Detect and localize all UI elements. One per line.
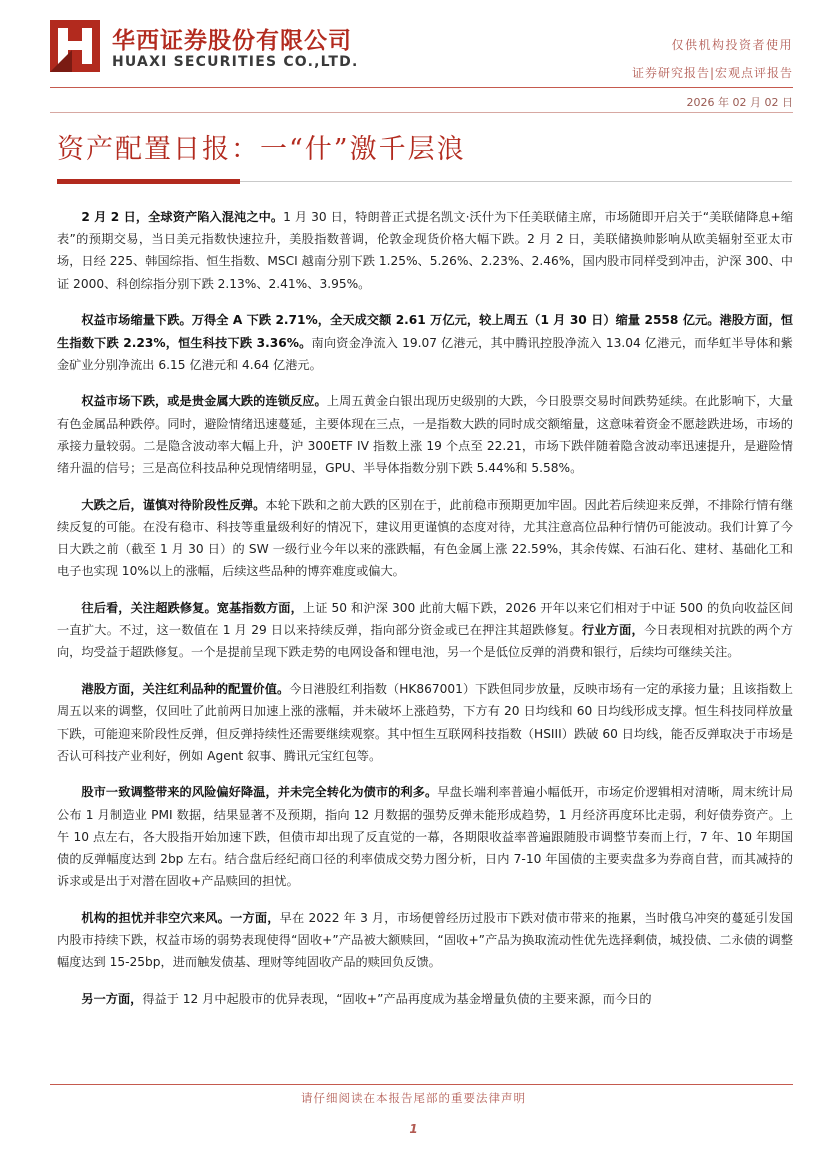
legal-disclaimer-note: 请仔细阅读在本报告尾部的重要法律声明: [301, 1091, 526, 1105]
paragraph-lead-secondary: 行业方面，: [581, 623, 644, 638]
paragraph-text: 本轮下跌和之前大跌的区别在于，此前稳市预期更加牢固。因此若后续迎来反弹，不排除行情有继续反复的可能。在没有稳市、科技等重量级利好的情况下，建议用更谨慎的态度对待，尤其注意高位品种行情仍可能波动。我们计算了今日大跌之前（截至 1 月 30 日）的 SW 一级行业今年以来的涨跌幅，有色金属上涨 22.59%，其余传媒、石油石化、建材、基础化工和电子也实现 10%以上的涨幅，后续这些品种的博弈难度或偏大。: [57, 497, 794, 579]
title-underline: [240, 181, 792, 182]
paragraph-lead: 另一方面，: [81, 992, 143, 1007]
page-number: 1: [409, 1122, 418, 1136]
paragraph-lead: 大跌之后，谨慎对待阶段性反弹。: [81, 497, 266, 512]
paragraph-text: 早在 2022 年 3 月，市场便曾经历过股市下跌对债市带来的拖累，当时俄乌冲突的蔓延引发国内股市持续下跌，权益市场的弱势表现使得“固收+”产品被大额赎回，“固收+”产品为换取流动性优先选择剩债，城投债、二永债的调整幅度达到 15-25bp，进而触发债基、理财等纯固收产品的赎回负反馈。: [57, 910, 793, 970]
paragraph: [57, 988, 793, 1010]
date-divider: [50, 112, 793, 113]
huaxi-logo-icon: [50, 20, 100, 72]
paragraph-lead: 股市一致调整带来的风险偏好降温，并未完全转化为债市的利多。: [81, 785, 438, 800]
paragraph-text-secondary: 今日表现相对抗跌的两个方向，均受益于超跌修复。一个是提前呈现下跌走势的电网设备和锂电池，另一个是低位反弹的消费和银行，后续均可继续关注。: [57, 623, 793, 660]
paragraph-lead: 往后看，关注超跌修复。宽基指数方面，: [81, 601, 303, 616]
paragraph-text: 上周五黄金白银出现历史级别的大跌，今日股票交易时间跌势延续。在此影响下，大量有色金属品种跌停。同时，避险情绪迅速蔓延，主要体现在三点，一是指数大跌的同时成交额缩量，这意味着资金不愿趁跌进场，市场的承接力量较弱。二是隐含波动率大幅上升，沪 300ETF IV 指数上涨 19 个点至 22.21，市场下跌伴随着隐含波动率迅速提升，是避险情绪升温的信号；三是高位科技品种兑现情绪明显，GPU、半导体指数分别下跌 5.44%和 5.58%。: [57, 394, 794, 476]
paragraph-text: 1 月 30 日，特朗普正式提名凯文·沃什为下任美联储主席，市场随即开启关于“美联储降息+缩表”的预期交易，当日美元指数快速拉升，美股指数普调，伦敦金现货价格大幅下跌。2 月 2 日，美联储换帅影响从欧美辐射至亚太市场，日经 225、韩国综指、恒生指数、MSCI 越南分别下跌 1.25%、5.26%、2.23%、2.46%，国内股市同样受到冲击，沪深 300、中证 2000、科创综指分别下跌 2.13%、2.41%、3.95%。: [57, 210, 793, 291]
paragraph-text: 早盘长端利率普遍小幅低开，市场定价逻辑相对清晰，周末统计局公布 1 月制造业 PMI 数据，结果显著不及预期，指向 12 月数据的强势反弹未能形成趋势，1 月经济再度环比走弱，利好债券资产。上午 10 点左右，各大股指开始加速下跌，但债市却出现了反直觉的一幕，各期限收益率普遍跟随股市调整节奏而上行，7 年、10 年期国债的反弹幅度达到 2bp 左右。结合盘后经纪商口径的利率债成交势力图分析，日内 7-10 年国债的主要卖盘多为券商自营，而其减持的诉求或是出于对潜在固收+产品赎回的担忧。: [57, 785, 794, 889]
paragraph: [57, 494, 793, 583]
header-divider: [50, 87, 793, 88]
report-title: 资产配置日报：一“什”激千层浪: [57, 134, 466, 165]
paragraph-text: 上证 50 和沪深 300 此前大幅下跌，2026 开年以来它们相对于中证 500 的负向收益区间一直扩大。不过，这一数值在 1 月 29 日以来持续反弹，指向部分资金或已在押注其超跌修复。: [57, 601, 794, 638]
paragraph: [57, 781, 793, 892]
paragraph-lead: 港股方面，关注红利品种的配置价值。: [81, 682, 290, 697]
company-name-cn: 华西证券股份有限公司: [112, 28, 352, 54]
title-underline-accent: [57, 179, 240, 184]
paragraph-text: 得益于 12 月中起股市的优异表现，“固收+”产品再度成为基金增量负债的主要来源，而今日的: [142, 992, 652, 1007]
paragraph-lead: 权益市场下跌，或是贵金属大跌的连锁反应。: [81, 394, 327, 409]
footer-divider: [50, 1084, 793, 1085]
paragraph-text: 南向资金净流入 19.07 亿港元，其中腾讯控股净流入 13.04 亿港元，而华虹半导体和紫金矿业分别净流出 6.15 亿港元和 4.64 亿港元。: [57, 335, 793, 372]
paragraph: [57, 907, 793, 974]
paragraph-lead: 权益市场缩量下跌。万得全 A 下跌 2.71%，全天成交额 2.61 万亿元，较上周五（1 月 30 日）缩量 2558 亿元。港股方面，恒生指数下跌 2.23%，恒生科技下跌 3.36%。: [57, 313, 793, 350]
company-name-en: HUAXI SECURITIES CO.,LTD.: [112, 54, 359, 70]
paragraph-lead: 2 月 2 日，全球资产陷入混沌之中。: [81, 210, 284, 224]
report-body: [57, 206, 793, 1025]
paragraph: [57, 390, 793, 479]
paragraph-text: 今日港股红利指数（HK867001）下跌但同步放量，反映市场有一定的承接力量；且该指数上周五以来的调整，仅回吐了此前两日加速上涨的涨幅，并未破坏上涨趋势，下方有 20 日均线和 60 日均线形成支撑。恒生科技同样放量下跌，可能迎来阶段性反弹，但反弹持续性还需要继续观察。其中恒生互联网科技指数（HSIII）跌破 60 日均线，能否反弹取决于市场是否认可科技产业利好，例如 Agent 叙事、腾讯元宝红包等。: [57, 682, 793, 763]
report-date: 2026 年 02 月 02 日: [686, 96, 793, 109]
report-category: 证券研究报告|宏观点评报告: [631, 66, 793, 80]
paragraph-lead: 机构的担忧并非空穴来风。一方面，: [81, 910, 280, 925]
paragraph: [57, 597, 793, 664]
paragraph: [57, 678, 793, 767]
investor-notice: 仅供机构投资者使用: [671, 38, 793, 52]
paragraph: [57, 309, 793, 376]
paragraph: [57, 206, 793, 295]
